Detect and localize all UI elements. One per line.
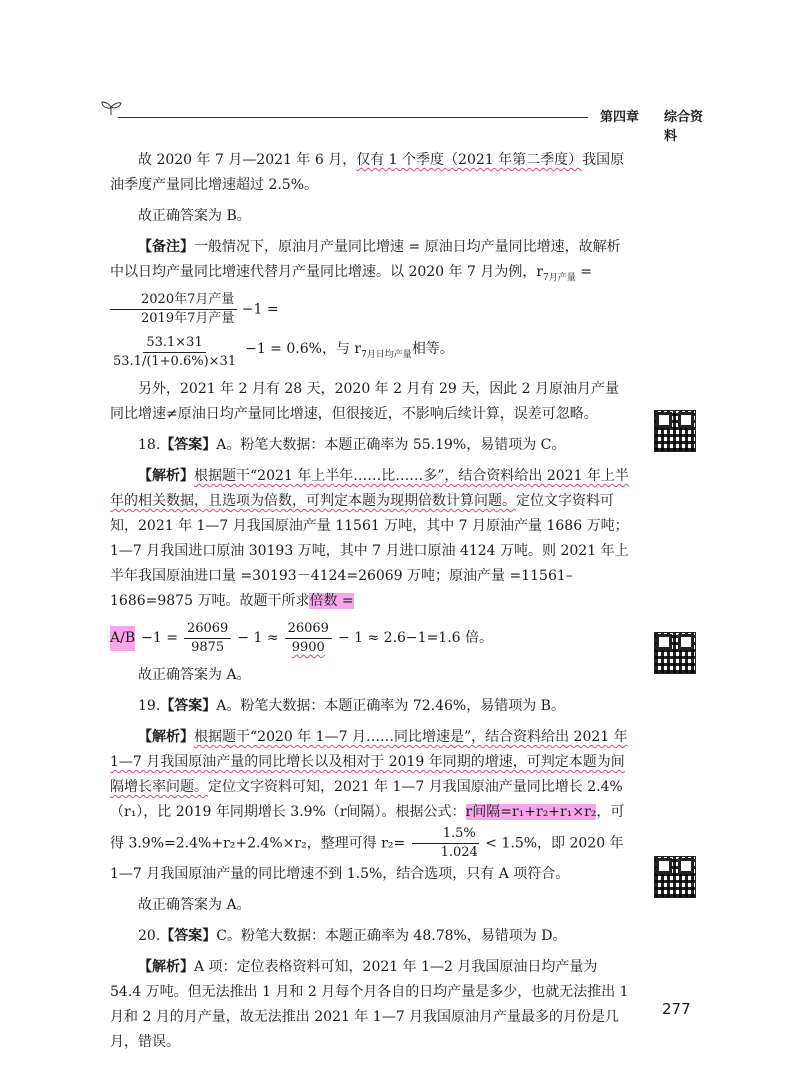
paragraph-1: 故 2020 年 7 月—2021 年 6 月，仅有 1 个季度（2021 年第二季度）我国原油季度产量同比增速超过 2.5%。 <box>110 152 625 193</box>
qr-code-icon[interactable] <box>654 410 696 452</box>
q19-end: 故正确答案为 A。 <box>138 896 251 913</box>
note-paragraph: 【备注】一般情况下，原油月产量同比增速 = 原油日均产量同比增速，故解析中以日均产量同比增速代替月产量同比增速。以 2020 年 7 月为例，$r_{7月产量}$ = $\frac{\text{2020年7月产量}}{\text{2019年7月产量}}$ −1 = <box>110 239 621 326</box>
page-header <box>100 96 712 144</box>
q18-analysis: 【解析】根据题干“2021 年上半年……比……多”，结合资料给出 2021 年上半年的相关数据，且选项为倍数，可判定本题为现期倍数计算问题。定位文字资料可知，2021 年 1—7 月我国原油产量 11561 万吨，其中 7 月原油产量 1686 万吨；1—7 月我国进口原油 30193 万吨，其中 7 月进口原油 4124 万吨。则 2021 年上半年我国原油进口量 =30193－4124=26069 万吨；原油产量 =11561–1686=9875 万吨。故题干所求倍数 = <box>110 467 629 609</box>
fraction: $\frac{26069}{9900}$ <box>285 620 332 657</box>
qr-code-icon[interactable] <box>654 856 696 898</box>
fraction: $\frac{53.1\times 31}{53.1/(1+0.6\%)\times 31}$ <box>113 334 237 369</box>
q19-answer: 19.【答案】A。粉笔大数据：本题正确率为 72.46%，易错项为 B。 <box>138 697 565 714</box>
q19-analysis: 【解析】根据题干“2020 年 1—7 月……同比增速是”，结合资料给出 2021 年 1—7 月我国原油产量的同比增长以及相对于 2019 年同期的增速，可判定本题为间隔增长率问题。定位文字资料可知，2021 年 1—7 月我国原油产量同比增长 2.4%（r₁），比 2019 年同期增长 3.9%（r间隔）。根据公式：r间隔=r₁+r₂+r₁×r₂，可得 3.9%=2.4%+r₂+2.4%×r₂，整理可得 r₂= $\frac{1.5\%}{1.024}$ < 1.5%，即 2020 年 1—7 月我国原油产量的同比增速不到 1.5%，结合选项，只有 A 项符合。 <box>110 728 628 882</box>
header-rule <box>118 117 588 118</box>
q18-answer: 18.【答案】A。粉笔大数据：本题正确率为 55.19%，易错项为 C。 <box>138 436 566 453</box>
paragraph-3: 另外，2021 年 2 月有 28 天，2020 年 2 月有 29 天，因此 2 月原油月产量同比增速≠原油日均产量同比增速，但很接近，不影响后续计算，误差可忽略。 <box>110 380 620 422</box>
page-number: 277 <box>662 1000 691 1018</box>
q20-analysis: 【解析】A 项：定位表格资料可知，2021 年 1—2 月我国原油日均产量为 54.4 万吨。但无法推出 1 月和 2 月每个月各自的日均产量是多少，也就无法推出 1 月和 2 月的月产量，故无法推出 2021 年 1—7 月我国原油月产量最多的月份是几月，错误。 <box>110 958 629 1050</box>
section-label: 综合资料 <box>664 110 704 144</box>
fraction: $\frac{1.5\%}{1.024}$ <box>410 825 481 862</box>
q20-answer: 20.【答案】C。粉笔大数据：本题正确率为 48.78%，易错项为 D。 <box>138 927 567 944</box>
formula-line: $\frac{53.1\times 31}{53.1/(1+0.6\%)\times 31}$ −1 = 0.6%，与 $r_{7月日均产量}$相等。 <box>110 334 630 371</box>
chapter-label: 第四章 <box>600 110 640 125</box>
note-tag: 【备注】 <box>138 239 194 255</box>
q18-end: 故正确答案为 A。 <box>138 666 251 683</box>
fraction: $\frac{\text{2020年7月产量}}{\text{2019年7月产量}}$ <box>110 291 237 328</box>
answer-line: 故正确答案为 B。 <box>138 208 251 224</box>
qr-code-icon[interactable] <box>654 632 696 674</box>
q18-formula: A/B −1 = $\frac{26069}{9875}$ − 1 ≈ $\frac{26069}{9900}$ − 1 ≈ 2.6−1=1.6 倍。 <box>110 620 494 655</box>
sprout-icon <box>100 100 122 116</box>
page-body <box>110 148 630 1061</box>
fraction: $\frac{26069}{9875}$ <box>184 620 231 657</box>
